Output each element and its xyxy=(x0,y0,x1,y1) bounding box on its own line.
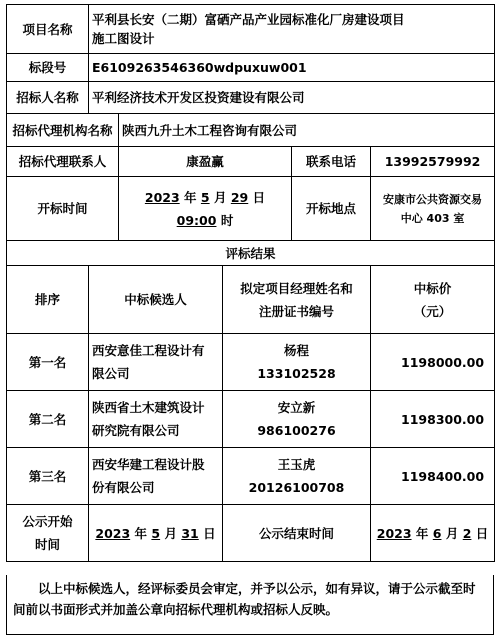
candidate-cell: 西安华建工程设计股 份有限公司 xyxy=(89,448,223,505)
contact-label: 招标代理联系人 xyxy=(7,147,119,177)
candidate-cell: 陕西省土木建筑设计 研究院有限公司 xyxy=(89,391,223,448)
opening-day: 29 xyxy=(230,189,249,205)
manager-cell: 王玉虎 20126100708 xyxy=(223,448,371,505)
place-line2: 中心 403 室 xyxy=(400,211,465,225)
rank-cell: 第三名 xyxy=(7,448,89,505)
publicity-row xyxy=(7,505,495,562)
tenderer-label: 招标人名称 xyxy=(7,82,89,114)
place-label: 开标地点 xyxy=(292,177,371,241)
table-row xyxy=(7,448,495,505)
manager-cell: 安立新 986100276 xyxy=(223,391,371,448)
candidate-cell: 西安意佳工程设计有 限公司 xyxy=(89,334,223,391)
rank-cell: 第二名 xyxy=(7,391,89,448)
manager-cell: 杨程 133102528 xyxy=(223,334,371,391)
results-header-row xyxy=(7,266,495,334)
publicity-start-date: 2023 年 5 月 31 日 xyxy=(89,505,223,562)
phone-value: 13992579992 xyxy=(371,147,495,177)
header-price: 中标价 （元） xyxy=(371,266,495,334)
contact-name: 康盈赢 xyxy=(119,147,292,177)
opening-label: 开标时间 xyxy=(7,177,119,241)
price-cell: 1198000.00 xyxy=(371,334,495,391)
publicity-end-label: 公示结束时间 xyxy=(223,505,371,562)
opening-year: 2023 xyxy=(144,189,180,205)
opening-time: 09:00 xyxy=(176,212,217,228)
agency-value: 陕西九升土木工程咨询有限公司 xyxy=(119,114,495,147)
opening-month: 5 xyxy=(200,189,210,205)
agency-row xyxy=(7,114,495,147)
table-row xyxy=(7,334,495,391)
project-row xyxy=(7,5,495,54)
tenderer-value: 平利经济技术开发区投资建设有限公司 xyxy=(89,82,495,114)
section-value: E6109263546360wdpuxuw001 xyxy=(89,54,495,82)
project-value xyxy=(89,5,495,54)
notice-table xyxy=(6,4,495,562)
tenderer-row xyxy=(7,82,495,114)
opening-date: 2023 年 5 月 29 日 xyxy=(144,189,266,205)
table-row xyxy=(7,391,495,448)
phone-label: 联系电话 xyxy=(292,147,371,177)
header-rank: 排序 xyxy=(7,266,89,334)
rank-cell: 第一名 xyxy=(7,334,89,391)
place-line1: 安康市公共资源交易 xyxy=(383,192,483,206)
price-cell: 1198400.00 xyxy=(371,448,495,505)
opening-hour: 09:00 时 xyxy=(176,212,234,228)
header-candidate: 中标候选人 xyxy=(89,266,223,334)
opening-datetime xyxy=(119,177,292,241)
results-heading-row xyxy=(7,241,495,266)
publicity-end-date: 2023 年 6 月 2 日 xyxy=(371,505,495,562)
project-value-line1: 平利县长安（二期）富硒产品产业园标准化厂房建设项目 xyxy=(92,12,405,27)
price-cell: 1198300.00 xyxy=(371,391,495,448)
results-heading: 评标结果 xyxy=(7,241,495,266)
agency-label: 招标代理机构名称 xyxy=(7,114,119,147)
publicity-start-label: 公示开始 时间 xyxy=(7,505,89,562)
project-value-line2: 施工图设计 xyxy=(92,31,155,46)
section-row xyxy=(7,54,495,82)
section-label: 标段号 xyxy=(7,54,89,82)
opening-row xyxy=(7,177,495,241)
place-value xyxy=(371,177,495,241)
project-label: 项目名称 xyxy=(7,5,89,54)
notice-text: 以上中标候选人，经评标委员会审定，并予以公示，如有异议，请于公示截至时间前以书面形式并加盖公章向招标代理机构或招标人反映。 xyxy=(6,575,494,635)
contact-row xyxy=(7,147,495,177)
header-manager: 拟定项目经理姓名和 注册证书编号 xyxy=(223,266,371,334)
